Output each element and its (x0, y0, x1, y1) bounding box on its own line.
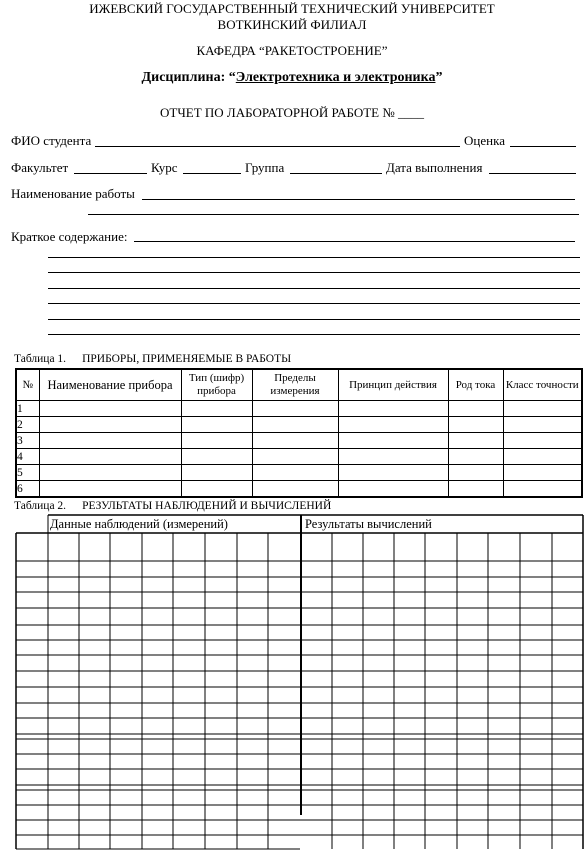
table1-header-name: Наименование прибора (39, 369, 181, 401)
discipline-label: Дисциплина: “ (141, 70, 236, 85)
row-number: 1 (16, 401, 39, 417)
student-field[interactable] (95, 146, 460, 147)
date-field[interactable] (489, 173, 576, 174)
summary-field-line[interactable] (48, 272, 580, 273)
instruments-table (15, 368, 583, 498)
report-title: ОТЧЕТ ПО ЛАБОРАТОРНОЙ РАБОТЕ № ____ (159, 105, 425, 120)
table1-header-type: Тип (шифр) прибора (181, 369, 252, 401)
work-name-label: Наименование работы (11, 186, 135, 201)
row-number: 3 (16, 433, 39, 449)
summary-field-line[interactable] (48, 334, 580, 335)
faculty-label: Факультет (11, 160, 69, 175)
table-row (16, 465, 582, 481)
table1-header-class: Класс точности (503, 369, 582, 401)
table-row (16, 481, 582, 498)
summary-field-line[interactable] (48, 288, 580, 289)
discipline-end: ” (435, 70, 443, 85)
student-label: ФИО студента (11, 133, 92, 148)
work-name-field[interactable] (142, 199, 575, 200)
table2-caption (14, 500, 331, 512)
table1-caption (14, 353, 291, 365)
table1-header-num: № (16, 369, 39, 401)
summary-field[interactable] (134, 241, 575, 242)
table-row (16, 433, 582, 449)
date-label: Дата выполнения (386, 160, 483, 175)
table-row (16, 417, 582, 433)
row-number: 4 (16, 449, 39, 465)
group-label: Группа (245, 160, 285, 175)
grade-field[interactable] (510, 146, 576, 147)
work-name-field-2[interactable] (88, 214, 579, 215)
course-label: Курс (151, 160, 178, 175)
table2-left-header: Данные наблюдений (измерений) (50, 517, 228, 531)
table2-caption-number: Таблица 2. (14, 500, 67, 512)
table1-header-current: Род тока (448, 369, 503, 401)
table2-caption-text: РЕЗУЛЬТАТЫ НАБЛЮДЕНИЙ И ВЫЧИСЛЕНИЙ (82, 500, 332, 512)
grade-label: Оценка (464, 133, 505, 148)
table1-header-range: Пределы измерения (252, 369, 338, 401)
group-field[interactable] (290, 173, 382, 174)
summary-field-line[interactable] (48, 319, 580, 320)
discipline-name: Электротехника и электроника (235, 70, 436, 85)
table-row (16, 449, 582, 465)
university-name: ИЖЕВСКИЙ ГОСУДАРСТВЕННЫЙ ТЕХНИЧЕСКИЙ УНИВЕРСИТЕТ (89, 1, 495, 16)
row-number: 2 (16, 417, 39, 433)
summary-field-line[interactable] (48, 303, 580, 304)
course-field[interactable] (183, 173, 241, 174)
table2-right-header: Результаты вычислений (305, 517, 432, 531)
department-name: КАФЕДРА “РАКЕТОСТРОЕНИЕ” (196, 43, 388, 58)
table-row (16, 401, 582, 417)
row-number: 6 (16, 481, 39, 498)
table1-caption-number: Таблица 1. (14, 353, 67, 365)
discipline-line (0, 70, 584, 86)
branch-name: ВОТКИНСКИЙ ФИЛИАЛ (217, 17, 367, 32)
table1-header-principle: Принцип действия (338, 369, 448, 401)
results-table (0, 513, 584, 853)
row-number: 5 (16, 465, 39, 481)
table1-caption-text: ПРИБОРЫ, ПРИМЕНЯЕМЫЕ В РАБОТЫ (82, 353, 292, 365)
summary-label: Краткое содержание: (11, 229, 128, 244)
summary-field-line[interactable] (48, 257, 580, 258)
faculty-field[interactable] (74, 173, 147, 174)
